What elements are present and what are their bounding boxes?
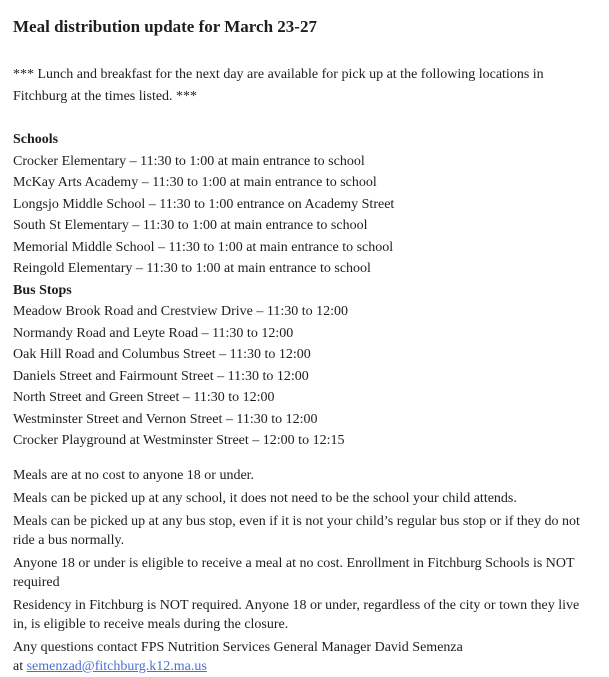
note-paragraph: Anyone 18 or under is eligible to receive a meal at no cost. Enrollment in Fitchburg Schools is NOT required — [13, 555, 575, 590]
bus-stop-line: Daniels Street and Fairmount Street – 11:30 to 12:00 — [13, 368, 309, 384]
bus-stop-line: Westminster Street and Vernon Street – 11:30 to 12:00 — [13, 411, 318, 427]
bus-stop-list — [13, 301, 595, 452]
bus-stop-line: Oak Hill Road and Columbus Street – 11:30 to 12:00 — [13, 347, 311, 362]
school-list — [13, 151, 595, 280]
contact-line1: Any questions contact FPS Nutrition Services General Manager David Semenza — [13, 639, 463, 655]
bus-stops-heading: Bus Stops — [13, 282, 72, 298]
school-line: Longsjo Middle School – 11:30 to 1:00 entrance on Academy Street — [13, 196, 395, 212]
school-line: Crocker Elementary – 11:30 to 1:00 at main entrance to school — [13, 153, 365, 169]
notes-section — [13, 466, 587, 634]
page-title: Meal distribution update for March 23-27 — [13, 17, 317, 36]
school-line: South St Elementary – 11:30 to 1:00 at main entrance to school — [13, 218, 368, 233]
intro-text: *** Lunch and breakfast for the next day are available for pick up at the following locations in Fitchburg at the times listed. *** — [13, 67, 544, 104]
contact-paragraph — [13, 638, 595, 676]
schools-section — [13, 129, 595, 280]
bus-stop-line: Normandy Road and Leyte Road – 11:30 to 12:00 — [13, 325, 294, 341]
note-paragraph: Residency in Fitchburg is NOT required. Anyone 18 or under, regardless of the city or town they live in, is eligible to receive meals during the closure. — [13, 597, 580, 632]
schools-heading: Schools — [13, 132, 59, 147]
school-line: Memorial Middle School – 11:30 to 1:00 at main entrance to school — [13, 239, 394, 255]
email-link[interactable]: semenzad@fitchburg.k12.ma.us — [26, 658, 207, 674]
note-paragraph: Meals are at no cost to anyone 18 or under. — [13, 467, 255, 483]
bus-stop-line: North Street and Green Street – 11:30 to 12:00 — [13, 390, 275, 405]
bus-stop-line: Crocker Playground at Westminster Street – 12:00 to 12:15 — [13, 433, 345, 448]
note-paragraph: Meals can be picked up at any school, it does not need to be the school your child attends. — [13, 490, 517, 506]
note-paragraph: Meals can be picked up at any bus stop, even if it is not your child’s regular bus stop or if they do not ride a bus normally. — [13, 513, 580, 548]
bus-stop-line: Meadow Brook Road and Crestview Drive – 11:30 to 12:00 — [13, 304, 349, 319]
school-line: McKay Arts Academy – 11:30 to 1:00 at main entrance to school — [13, 175, 377, 190]
bus-stops-section — [13, 280, 595, 452]
contact-line2-prefix: at — [13, 658, 27, 674]
school-line: Reingold Elementary – 11:30 to 1:00 at main entrance to school — [13, 261, 371, 276]
